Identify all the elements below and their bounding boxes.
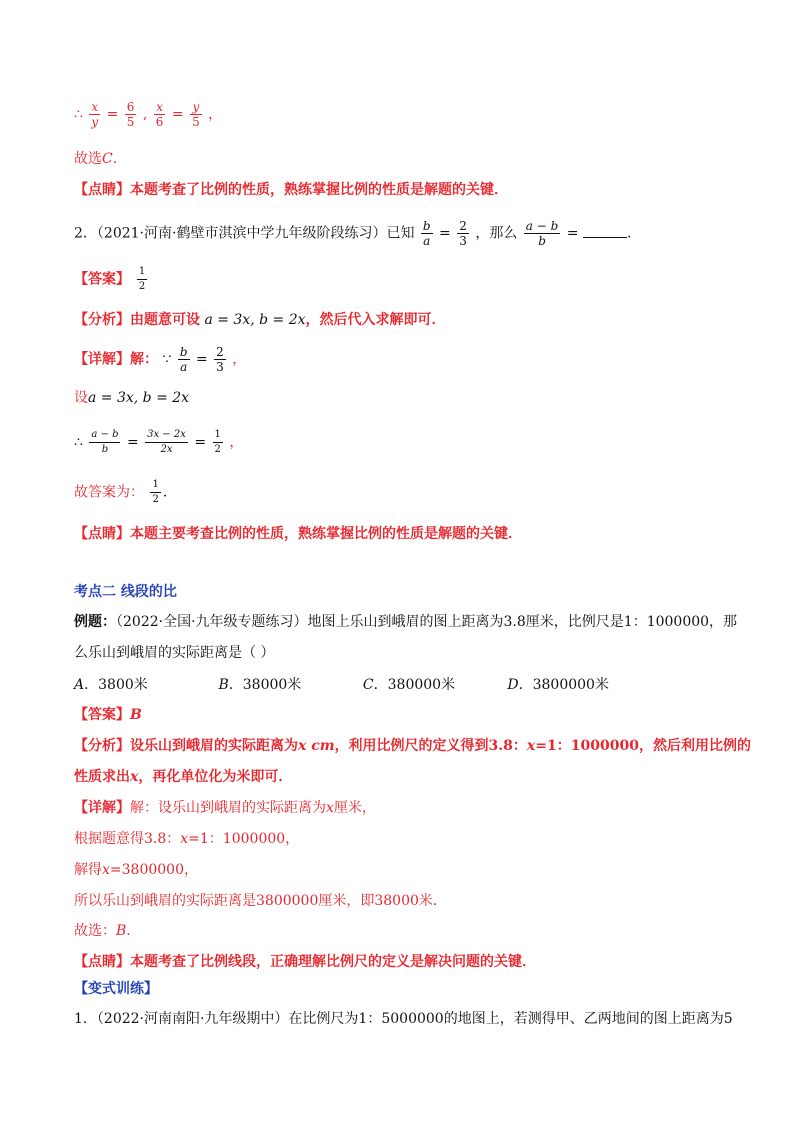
detail-line: 【详解】解： ∵ $\frac{b}{a}$ = $\frac{2}{3}$ ， [74,345,247,374]
options-row [74,676,647,694]
let-line: 设a = 3x, b = 2x [74,390,190,406]
answer-blank [583,225,627,238]
analysis-line: 【分析】由题意可设 a = 3x, b = 2x，然后代入求解即可． [74,312,446,328]
fraction-y-over-5: $\frac{y}{5}$ [192,100,200,129]
fraction-2-over-3: $\frac{2}{3}$ [459,219,467,248]
result-line: 故答案为： $\frac{1}{2}$ ． [74,479,177,505]
therefore-symbol: ∴ [74,106,83,123]
example-detail-1: 【详解】解：设乐山到峨眉的实际距离为x厘米， [74,800,376,816]
answer-line: 【答案】 $\frac{1}{2}$ [74,266,146,292]
example-line-1: 例题：（2022·全国·九年级专题练习）地图上乐山到峨眉的图上距离为3.8厘米，比例尺是1：1000000，那 [74,614,738,630]
therefore-line: ∴ $\frac{a - b}{b}$ = $\frac{3x - 2x}{2x}$ = $\frac{1}{2}$ ， [74,429,244,455]
option-b: B．38000米 [218,677,302,693]
variant-question-1: 1．（2022·河南南阳·九年级期中）在比例尺为1：5000000的地图上，若测得甲、乙两地间的图上距离为5 [74,1011,733,1027]
example-analysis-2: 性质求出x，再化单位化为米即可． [74,769,293,785]
fraction-b-over-a: $\frac{b}{a}$ [422,219,431,248]
example-detail-4: 所以乐山到峨眉的实际距离是3800000厘米，即38000米． [74,893,447,909]
fraction-x-over-6: $\frac{x}{6}$ [155,100,164,129]
variant-title: 【变式训练】 [74,981,158,997]
fraction-answer: $\frac{1}{2}$ [138,266,146,292]
example-detail-3: 解得x=3800000， [74,862,198,878]
fraction-x-over-y: $\frac{x}{y}$ [91,100,99,129]
choice-line: 故选C． [74,151,127,167]
example-comment: 【点睛】本题考查了比例线段，正确理解比例尺的定义是解决问题的关键． [74,954,536,970]
fraction-6-over-5: $\frac{6}{5}$ [126,100,135,129]
comment-line-2: 【点睛】本题主要考查比例的性质，熟练掌握比例的性质是解题的关键． [74,526,522,542]
example-detail-5: 故选：B． [74,923,141,939]
example-answer: 【答案】B [74,707,142,723]
fraction-equation-line: ∴ $\frac{x}{y}$ = $\frac{6}{5}$ , $\frac{x}{6}$ = $\frac{y}{5}$ ， [74,100,223,129]
fraction-amb-over-b: $\frac{a - b}{b}$ [525,219,559,248]
example-detail-2: 根据题意得3.8：x=1：1000000， [74,831,300,847]
example-line-2: 么乐山到峨眉的实际距离是（ ） [74,645,275,661]
question-2: 2．（2021·河南·鹤壁市淇滨中学九年级阶段练习）已知 $\frac{b}{a}$ = $\frac{2}{3}$ ，那么 $\frac{a - b}{b}$ = . [74,219,632,248]
option-d: D．3800000米 [507,677,609,693]
option-a: A．3800米 [74,677,148,693]
example-analysis-1: 【分析】设乐山到峨眉的实际距离为x cm，利用比例尺的定义得到3.8：x=1：1000000，然后利用比例的 [74,738,751,754]
comment-line: 【点睛】本题考查了比例的性质，熟练掌握比例的性质是解题的关键． [74,182,508,198]
section-title: 考点二 线段的比 [74,584,177,600]
option-c: C．380000米 [362,677,456,693]
